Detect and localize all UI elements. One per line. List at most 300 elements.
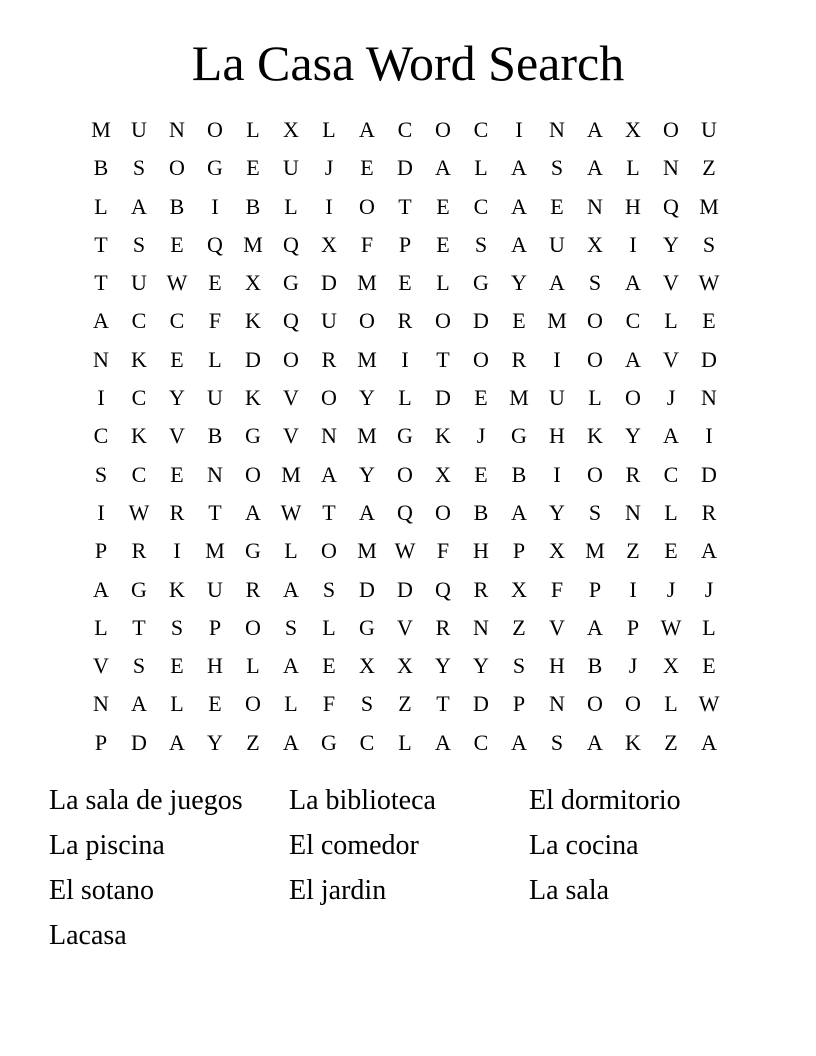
grid-letter: X [283, 117, 299, 142]
grid-letter: A [663, 423, 679, 449]
grid-letter: I [173, 538, 181, 564]
grid-letter: A [511, 729, 527, 755]
grid-letter: Y [549, 499, 565, 525]
grid-letter: E [436, 193, 450, 219]
grid-letter: G [397, 423, 413, 449]
grid-letter: L [664, 499, 678, 525]
grid-letter: M [357, 346, 377, 372]
grid-letter: I [325, 193, 333, 219]
grid-row [82, 685, 728, 723]
grid-letter: R [245, 576, 261, 602]
grid-letter: J [324, 155, 334, 181]
grid-letter: A [359, 117, 375, 142]
grid-letter: J [704, 576, 714, 602]
grid-letter: A [245, 499, 261, 525]
grid-letter: W [128, 499, 150, 525]
grid-letter: Z [398, 691, 412, 717]
grid-letter: M [357, 423, 377, 449]
grid-letter: H [473, 538, 489, 564]
grid-letter: L [284, 691, 298, 717]
grid-letter: X [549, 538, 565, 564]
grid-letter: Y [359, 385, 375, 411]
grid-letter: X [663, 653, 679, 679]
grid-letter: O [207, 117, 223, 142]
grid-letter: E [170, 346, 184, 372]
grid-letter: D [701, 346, 717, 372]
grid-letter: Q [283, 308, 299, 334]
grid-letter: G [321, 729, 337, 755]
grid-letter: K [131, 423, 147, 449]
grid-letter: T [436, 346, 450, 372]
grid-letter: O [359, 193, 375, 219]
grid-letter: N [169, 117, 185, 142]
grid-letter: U [207, 385, 223, 411]
grid-letter: P [626, 614, 640, 640]
grid-letter: L [664, 308, 678, 334]
grid-letter: Z [626, 538, 640, 564]
grid-letter: A [169, 729, 185, 755]
grid-letter: L [246, 653, 260, 679]
grid-letter: O [321, 538, 337, 564]
grid-letter: G [511, 423, 527, 449]
grid-letter: E [474, 385, 488, 411]
grid-letter: I [553, 461, 561, 487]
word-list-item: El jardin [289, 875, 387, 906]
page-title: La Casa Word Search [191, 35, 625, 91]
grid-letter: X [587, 231, 603, 257]
word-list-item: Lacasa [49, 920, 127, 951]
grid-letter: S [322, 576, 336, 602]
grid-letter: K [245, 385, 261, 411]
grid-letter: J [666, 576, 676, 602]
grid-letter: X [625, 117, 641, 142]
grid-letter: E [322, 653, 336, 679]
grid-letter: L [664, 691, 678, 717]
grid-row [82, 226, 728, 264]
grid-letter: M [357, 270, 377, 296]
grid-letter: O [245, 461, 261, 487]
grid-letter: U [549, 231, 565, 257]
grid-letter: R [625, 461, 641, 487]
grid-letter: A [625, 346, 641, 372]
grid-letter: C [359, 729, 375, 755]
grid-row [82, 724, 728, 762]
grid-letter: X [397, 653, 413, 679]
grid-letter: B [93, 155, 109, 181]
grid-row [82, 302, 728, 340]
grid-letter: M [243, 231, 263, 257]
grid-letter: C [473, 117, 489, 142]
grid-letter: O [435, 308, 451, 334]
grid-letter: D [397, 576, 413, 602]
grid-letter: L [322, 117, 336, 142]
grid-letter: U [207, 576, 223, 602]
grid-letter: D [131, 729, 147, 755]
grid-letter: Q [283, 231, 299, 257]
grid-letter: O [245, 614, 261, 640]
grid-letter: T [94, 270, 108, 296]
grid-letter: V [169, 423, 185, 449]
grid-letter: X [359, 653, 375, 679]
letter-grid [82, 111, 728, 762]
grid-letter: C [473, 193, 489, 219]
grid-letter: R [701, 499, 717, 525]
grid-letter: O [473, 346, 489, 372]
grid-letter: X [245, 270, 261, 296]
grid-letter: V [283, 385, 299, 411]
grid-letter: Q [435, 576, 451, 602]
grid-letter: I [211, 193, 219, 219]
grid-letter: H [549, 653, 565, 679]
grid-letter: S [588, 270, 602, 296]
grid-letter: F [208, 308, 222, 334]
grid-letter: N [93, 691, 109, 717]
grid-letter: A [511, 155, 527, 181]
grid-letter: J [628, 653, 638, 679]
grid-letter: R [169, 499, 185, 525]
grid-letter: V [93, 653, 109, 679]
grid-letter: R [473, 576, 489, 602]
grid-letter: E [360, 155, 374, 181]
grid-letter: W [166, 270, 188, 296]
grid-letter: A [549, 270, 565, 296]
grid-letter: O [587, 308, 603, 334]
grid-letter: D [359, 576, 375, 602]
grid-letter: O [587, 346, 603, 372]
grid-letter: U [131, 270, 147, 296]
grid-letter: A [587, 614, 603, 640]
grid-letter: A [93, 576, 109, 602]
grid-letter: L [398, 385, 412, 411]
grid-letter: G [359, 614, 375, 640]
grid-letter: K [169, 576, 185, 602]
grid-letter: K [245, 308, 261, 334]
grid-row [82, 532, 728, 570]
word-list-item: El sotano [49, 875, 154, 906]
grid-letter: C [131, 461, 147, 487]
grid-letter: Y [663, 231, 679, 257]
grid-letter: O [435, 499, 451, 525]
grid-letter: M [547, 308, 567, 334]
grid-letter: S [170, 614, 184, 640]
grid-letter: E [436, 231, 450, 257]
grid-letter: W [660, 614, 682, 640]
grid-letter: Z [512, 614, 526, 640]
grid-letter: K [131, 346, 147, 372]
grid-letter: A [283, 653, 299, 679]
grid-letter: J [476, 423, 486, 449]
grid-letter: I [705, 423, 713, 449]
grid-letter: S [588, 499, 602, 525]
grid-letter: A [435, 155, 451, 181]
grid-letter: P [208, 614, 222, 640]
grid-letter: O [587, 461, 603, 487]
grid-letter: A [511, 231, 527, 257]
grid-letter: V [549, 614, 565, 640]
grid-letter: L [626, 155, 640, 181]
grid-letter: Y [435, 653, 451, 679]
grid-letter: K [435, 423, 451, 449]
word-list-item: La cocina [529, 830, 639, 861]
grid-letter: L [702, 614, 716, 640]
grid-letter: N [93, 346, 109, 372]
grid-letter: K [587, 423, 603, 449]
grid-letter: U [701, 117, 717, 142]
grid-letter: P [94, 538, 108, 564]
grid-row [82, 609, 728, 647]
grid-letter: Z [664, 729, 678, 755]
grid-row [82, 111, 728, 149]
grid-letter: W [280, 499, 302, 525]
grid-letter: O [169, 155, 185, 181]
grid-letter: L [208, 346, 222, 372]
grid-letter: A [701, 729, 717, 755]
grid-letter: R [511, 346, 527, 372]
grid-row [82, 341, 728, 379]
grid-letter: T [398, 193, 412, 219]
grid-letter: I [515, 117, 523, 142]
grid-letter: V [283, 423, 299, 449]
grid-letter: S [284, 614, 298, 640]
grid-letter: Y [473, 653, 489, 679]
grid-letter: W [698, 691, 720, 717]
grid-letter: O [359, 308, 375, 334]
grid-letter: L [94, 614, 108, 640]
grid-letter: B [587, 653, 603, 679]
grid-letter: A [321, 461, 337, 487]
grid-letter: C [169, 308, 185, 334]
grid-letter: X [321, 231, 337, 257]
grid-letter: L [246, 117, 260, 142]
grid-letter: F [436, 538, 450, 564]
grid-letter: V [397, 614, 413, 640]
grid-letter: E [208, 270, 222, 296]
grid-letter: W [394, 538, 416, 564]
grid-letter: L [94, 193, 108, 219]
grid-letter: P [588, 576, 602, 602]
grid-letter: U [283, 155, 299, 181]
grid-letter: P [512, 691, 526, 717]
grid-letter: G [473, 270, 489, 296]
grid-letter: F [550, 576, 564, 602]
grid-letter: E [512, 308, 526, 334]
grid-letter: L [398, 729, 412, 755]
grid-letter: S [512, 653, 526, 679]
grid-letter: T [208, 499, 222, 525]
grid-letter: M [281, 461, 301, 487]
grid-letter: J [666, 385, 676, 411]
grid-letter: R [397, 308, 413, 334]
grid-letter: O [663, 117, 679, 142]
grid-letter: B [169, 193, 185, 219]
grid-letter: C [131, 308, 147, 334]
grid-letter: B [473, 499, 489, 525]
grid-letter: G [245, 423, 261, 449]
grid-letter: E [474, 461, 488, 487]
grid-letter: E [170, 461, 184, 487]
grid-letter: N [663, 155, 679, 181]
grid-letter: I [97, 499, 105, 525]
grid-letter: L [588, 385, 602, 411]
grid-letter: N [625, 499, 641, 525]
grid-letter: A [283, 576, 299, 602]
grid-letter: N [587, 193, 603, 219]
grid-letter: R [435, 614, 451, 640]
grid-letter: L [436, 270, 450, 296]
grid-letter: A [587, 155, 603, 181]
grid-letter: F [322, 691, 336, 717]
grid-letter: E [246, 155, 260, 181]
grid-letter: E [398, 270, 412, 296]
grid-letter: M [91, 117, 111, 142]
grid-letter: U [131, 117, 147, 142]
grid-letter: M [585, 538, 605, 564]
grid-letter: G [131, 576, 147, 602]
grid-letter: I [629, 576, 637, 602]
grid-letter: L [284, 193, 298, 219]
grid-row [82, 264, 728, 302]
grid-letter: E [550, 193, 564, 219]
word-list-item: La piscina [49, 830, 165, 861]
grid-row [82, 456, 728, 494]
grid-letter: C [625, 308, 641, 334]
grid-letter: S [94, 461, 108, 487]
grid-letter: M [509, 385, 529, 411]
word-list-item: La biblioteca [289, 785, 436, 816]
grid-letter: C [397, 117, 413, 142]
grid-letter: H [625, 193, 641, 219]
grid-letter: P [94, 729, 108, 755]
grid-letter: Q [663, 193, 679, 219]
grid-letter: A [511, 193, 527, 219]
grid-letter: A [511, 499, 527, 525]
grid-letter: T [94, 231, 108, 257]
grid-letter: N [549, 117, 565, 142]
grid-letter: S [132, 653, 146, 679]
grid-letter: F [360, 231, 374, 257]
grid-letter: A [359, 499, 375, 525]
grid-letter: A [131, 691, 147, 717]
grid-letter: Y [207, 729, 223, 755]
grid-letter: L [474, 155, 488, 181]
grid-letter: O [435, 117, 451, 142]
grid-letter: P [398, 231, 412, 257]
word-list-item: El dormitorio [529, 785, 681, 816]
grid-letter: E [170, 653, 184, 679]
grid-row [82, 571, 728, 609]
grid-letter: O [625, 691, 641, 717]
grid-row [82, 149, 728, 187]
grid-letter: M [205, 538, 225, 564]
grid-letter: S [360, 691, 374, 717]
grid-letter: M [699, 193, 719, 219]
grid-letter: L [170, 691, 184, 717]
grid-letter: R [131, 538, 147, 564]
grid-letter: O [397, 461, 413, 487]
grid-letter: G [207, 155, 223, 181]
grid-letter: E [170, 231, 184, 257]
grid-letter: O [245, 691, 261, 717]
grid-letter: A [93, 308, 109, 334]
grid-letter: I [401, 346, 409, 372]
grid-letter: A [625, 270, 641, 296]
grid-letter: D [245, 346, 261, 372]
grid-letter: W [698, 270, 720, 296]
word-list-item: El comedor [289, 830, 419, 861]
grid-letter: P [512, 538, 526, 564]
grid-letter: N [473, 614, 489, 640]
grid-letter: O [587, 691, 603, 717]
grid-letter: Y [511, 270, 527, 296]
grid-letter: D [435, 385, 451, 411]
grid-letter: A [435, 729, 451, 755]
grid-letter: A [131, 193, 147, 219]
grid-letter: X [435, 461, 451, 487]
grid-letter: U [321, 308, 337, 334]
word-list-item: La sala [529, 875, 610, 906]
grid-letter: E [664, 538, 678, 564]
grid-letter: Y [169, 385, 185, 411]
grid-letter: S [132, 231, 146, 257]
grid-letter: Z [246, 729, 260, 755]
grid-letter: T [322, 499, 336, 525]
grid-row [82, 188, 728, 226]
grid-letter: N [321, 423, 337, 449]
grid-letter: G [283, 270, 299, 296]
grid-letter: O [625, 385, 641, 411]
grid-letter: C [131, 385, 147, 411]
grid-letter: D [473, 308, 489, 334]
grid-letter: H [549, 423, 565, 449]
grid-letter: H [207, 653, 223, 679]
grid-letter: A [587, 729, 603, 755]
grid-letter: E [208, 691, 222, 717]
grid-letter: L [284, 538, 298, 564]
grid-letter: S [132, 155, 146, 181]
grid-letter: R [321, 346, 337, 372]
grid-letter: A [587, 117, 603, 142]
grid-letter: C [473, 729, 489, 755]
grid-letter: D [473, 691, 489, 717]
grid-letter: D [397, 155, 413, 181]
grid-letter: L [322, 614, 336, 640]
grid-letter: Y [359, 461, 375, 487]
grid-letter: O [283, 346, 299, 372]
grid-letter: S [474, 231, 488, 257]
grid-letter: I [553, 346, 561, 372]
grid-letter: T [436, 691, 450, 717]
grid-letter: I [97, 385, 105, 411]
grid-row [82, 379, 728, 417]
grid-letter: D [701, 461, 717, 487]
grid-letter: N [549, 691, 565, 717]
grid-letter: N [207, 461, 223, 487]
grid-letter: Y [625, 423, 641, 449]
grid-letter: A [701, 538, 717, 564]
grid-letter: A [283, 729, 299, 755]
grid-letter: K [625, 729, 641, 755]
grid-letter: E [702, 308, 716, 334]
grid-letter: C [93, 423, 109, 449]
grid-letter: X [511, 576, 527, 602]
word-list [49, 778, 769, 958]
grid-row [82, 647, 728, 685]
grid-letter: C [663, 461, 679, 487]
word-list-item: La sala de juegos [49, 785, 243, 816]
grid-letter: T [132, 614, 146, 640]
grid-letter: Q [397, 499, 413, 525]
grid-letter: B [207, 423, 223, 449]
